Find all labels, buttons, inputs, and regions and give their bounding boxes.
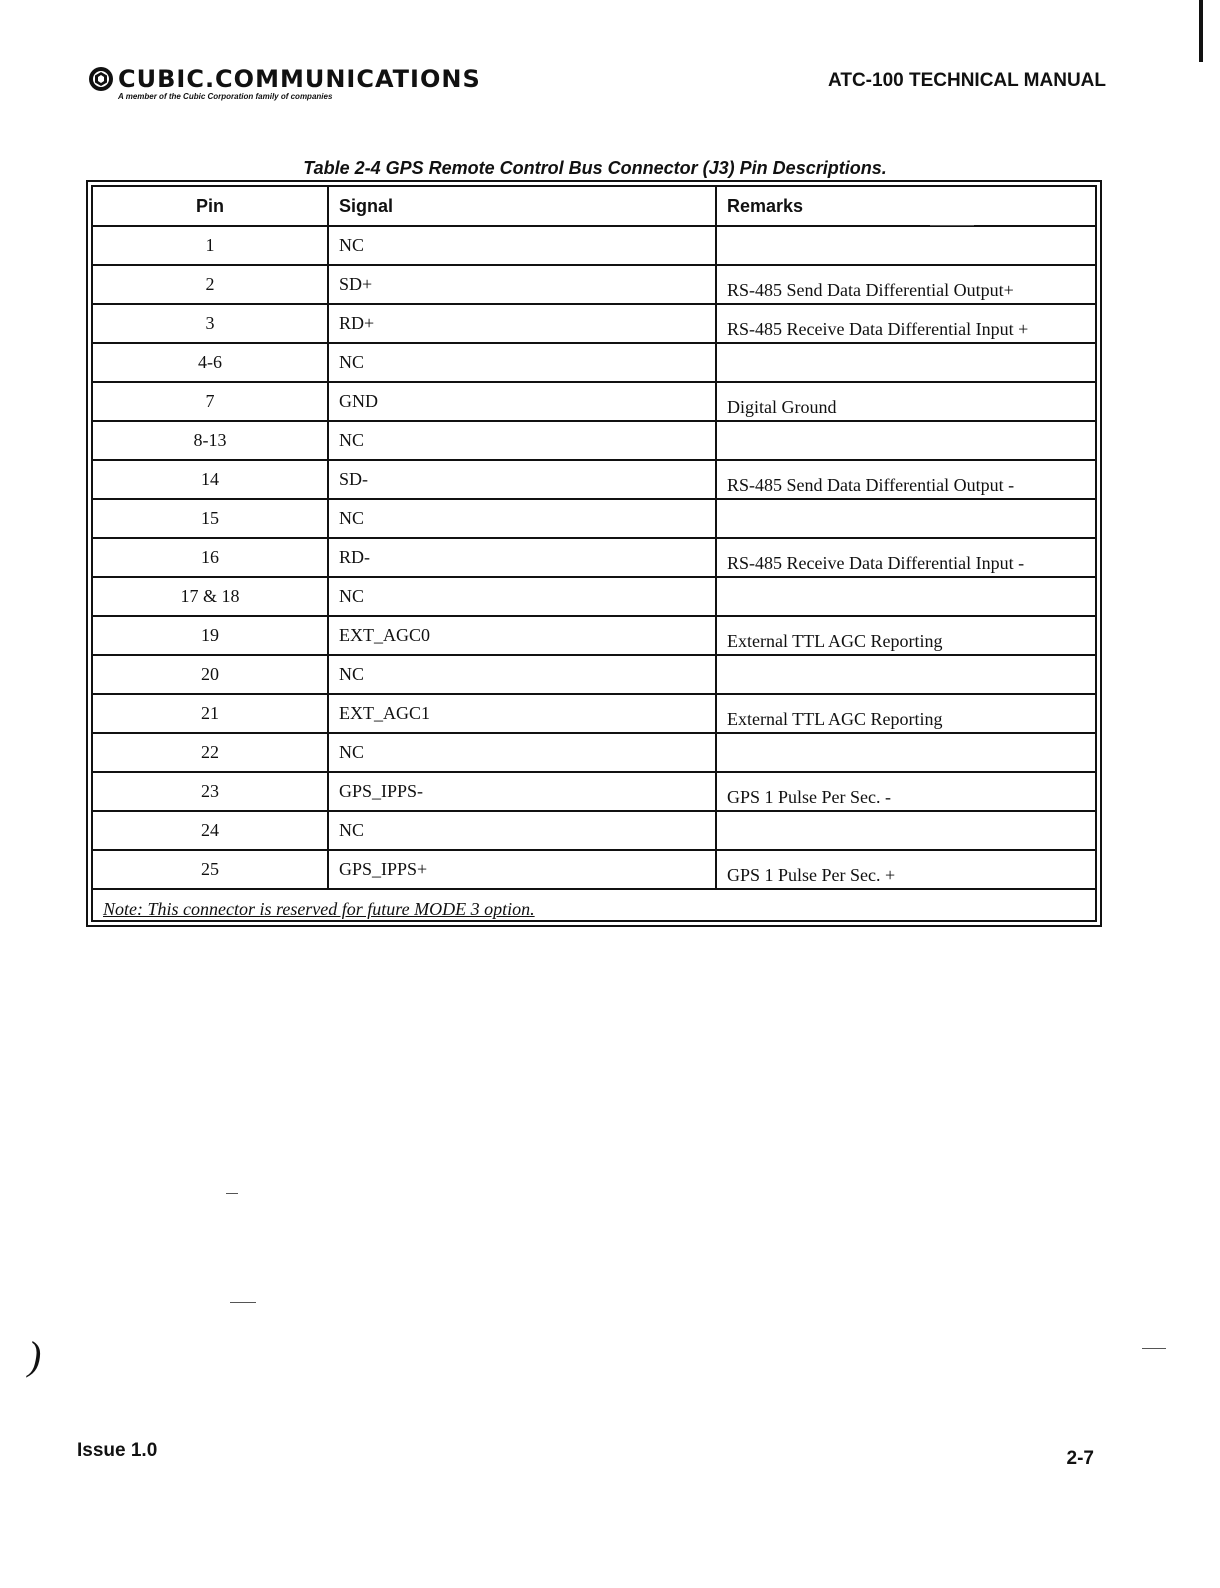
pin-cell: 7 [92, 382, 328, 421]
signal-cell: RD+ [328, 304, 716, 343]
footer-page-number: 2-7 [1066, 1448, 1094, 1469]
cubic-globe-icon [88, 66, 114, 92]
table-row [92, 226, 1096, 265]
remarks-cell [716, 733, 1096, 772]
table-note-row [92, 889, 1096, 921]
table-row [92, 850, 1096, 889]
footer-issue: Issue 1.0 [77, 1440, 158, 1461]
page-edge-mark [1199, 0, 1203, 62]
margin-mark: ) [28, 1333, 42, 1378]
remarks-cell: External TTL AGC Reporting [716, 694, 1096, 733]
signal-cell: NC [328, 421, 716, 460]
table-row [92, 577, 1096, 616]
table-row [92, 811, 1096, 850]
table-row [92, 694, 1096, 733]
pin-cell: 8-13 [92, 421, 328, 460]
signal-cell: NC [328, 226, 716, 265]
signal-cell: NC [328, 733, 716, 772]
pin-cell: 17 & 18 [92, 577, 328, 616]
scan-speck [1142, 1348, 1166, 1349]
scan-speck [930, 225, 974, 226]
remarks-cell: GPS 1 Pulse Per Sec. + [716, 850, 1096, 889]
remarks-cell [716, 421, 1096, 460]
company-logo [88, 66, 481, 101]
signal-cell: EXT_AGC0 [328, 616, 716, 655]
table-row [92, 421, 1096, 460]
table-row [92, 655, 1096, 694]
table-row [92, 499, 1096, 538]
signal-cell: SD+ [328, 265, 716, 304]
scan-speck [230, 1302, 256, 1303]
signal-cell: EXT_AGC1 [328, 694, 716, 733]
signal-cell: NC [328, 811, 716, 850]
table-row [92, 460, 1096, 499]
remarks-cell: RS-485 Send Data Differential Output - [716, 460, 1096, 499]
pin-description-table [86, 180, 1102, 927]
remarks-cell: RS-485 Send Data Differential Output+ [716, 265, 1096, 304]
remarks-cell [716, 226, 1096, 265]
table-row [92, 538, 1096, 577]
pin-cell: 1 [92, 226, 328, 265]
header-remarks: Remarks [716, 186, 1096, 226]
table-row [92, 343, 1096, 382]
signal-cell: NC [328, 577, 716, 616]
signal-cell: RD- [328, 538, 716, 577]
remarks-cell: Digital Ground [716, 382, 1096, 421]
scan-speck [226, 1193, 238, 1194]
signal-cell: NC [328, 499, 716, 538]
pin-cell: 16 [92, 538, 328, 577]
signal-cell: GPS_IPPS- [328, 772, 716, 811]
remarks-cell [716, 343, 1096, 382]
table-row [92, 616, 1096, 655]
pin-cell: 4-6 [92, 343, 328, 382]
pin-cell: 22 [92, 733, 328, 772]
pin-cell: 15 [92, 499, 328, 538]
pin-cell: 24 [92, 811, 328, 850]
remarks-cell: RS-485 Receive Data Differential Input + [716, 304, 1096, 343]
pin-cell: 20 [92, 655, 328, 694]
header-pin: Pin [92, 186, 328, 226]
remarks-cell: GPS 1 Pulse Per Sec. - [716, 772, 1096, 811]
logo-name: CUBIC.COMMUNICATIONS [118, 65, 481, 93]
logo-tagline: A member of the Cubic Corporation family of companies [118, 92, 333, 101]
signal-cell: NC [328, 655, 716, 694]
remarks-cell: External TTL AGC Reporting [716, 616, 1096, 655]
remarks-cell [716, 811, 1096, 850]
pin-cell: 21 [92, 694, 328, 733]
pin-cell: 23 [92, 772, 328, 811]
table-row [92, 382, 1096, 421]
pin-cell: 3 [92, 304, 328, 343]
pin-cell: 19 [92, 616, 328, 655]
table-row [92, 304, 1096, 343]
table-row [92, 772, 1096, 811]
manual-title: ATC-100 TECHNICAL MANUAL [828, 70, 1106, 91]
remarks-cell [716, 577, 1096, 616]
table-row [92, 733, 1096, 772]
table-note: Note: This connector is reserved for future MODE 3 option. [92, 889, 1096, 921]
remarks-cell [716, 499, 1096, 538]
header-signal: Signal [328, 186, 716, 226]
pin-cell: 25 [92, 850, 328, 889]
pin-cell: 2 [92, 265, 328, 304]
signal-cell: NC [328, 343, 716, 382]
pin-cell: 14 [92, 460, 328, 499]
remarks-cell [716, 655, 1096, 694]
signal-cell: SD- [328, 460, 716, 499]
table-row [92, 265, 1096, 304]
table-header-row [92, 186, 1096, 226]
table-caption: Table 2-4 GPS Remote Control Bus Connector (J3) Pin Descriptions. [303, 158, 887, 178]
signal-cell: GND [328, 382, 716, 421]
signal-cell: GPS_IPPS+ [328, 850, 716, 889]
remarks-cell: RS-485 Receive Data Differential Input - [716, 538, 1096, 577]
